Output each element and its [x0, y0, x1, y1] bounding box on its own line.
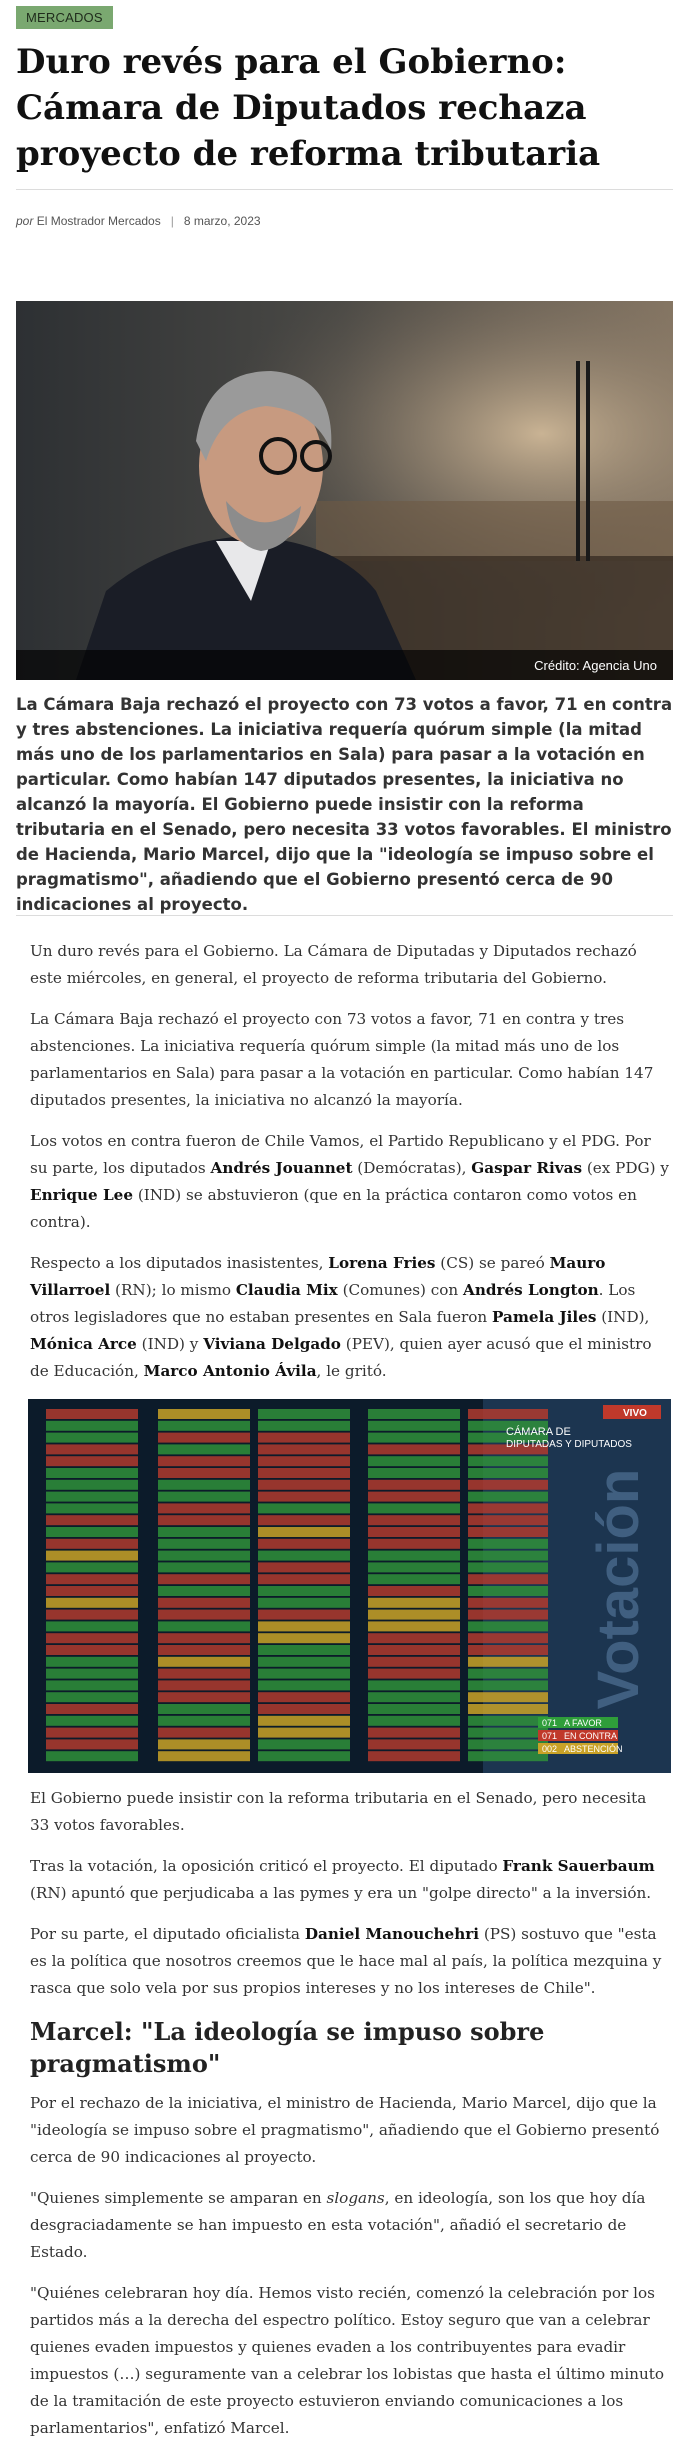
- vote-row: [368, 1444, 460, 1454]
- vote-row: [158, 1692, 250, 1702]
- person-name: Frank Sauerbaum: [502, 1857, 655, 1875]
- vote-row: [258, 1751, 350, 1761]
- vote-row: [158, 1562, 250, 1572]
- vote-row: [46, 1574, 138, 1584]
- vote-row: [468, 1728, 548, 1738]
- vote-row: [368, 1456, 460, 1466]
- byline-separator: |: [170, 214, 174, 228]
- vote-row: [258, 1503, 350, 1513]
- vote-row: [258, 1409, 350, 1419]
- vote-row: [46, 1492, 138, 1502]
- person-name: Andrés Longton: [463, 1281, 599, 1299]
- author-link[interactable]: El Mostrador Mercados: [36, 214, 161, 228]
- vote-row: [368, 1669, 460, 1679]
- vote-row: [468, 1480, 548, 1490]
- person-name: Gaspar Rivas: [471, 1159, 583, 1177]
- paragraph: "Quienes simplemente se amparan en slogans, en ideología, son los que hoy día desgraciadamente se han impuesto en esta votación", añadió el secretario de Estado.: [30, 2189, 646, 2261]
- vote-row: [46, 1657, 138, 1667]
- vote-row: [468, 1657, 548, 1667]
- vote-row: [258, 1551, 350, 1561]
- vote-row: [468, 1539, 548, 1549]
- paragraph: "Quiénes celebraran hoy día. Hemos visto recién, comenzó la celebración por los partidos más a la derecha del espectro político. Estoy seguro que van a celebrar quienes evaden impuestos y quienes evaden a los contribuyentes para evadir impuestos (…) seguramente van a celebrar los lobistas que hasta el último minuto de la tramitación de este proyecto estuvieron enviando comunicaciones a los parlamentarios", enfatizó Marcel.: [30, 2284, 664, 2437]
- vote-row: [46, 1456, 138, 1466]
- vote-board: [28, 1399, 671, 1773]
- vote-row: [158, 1492, 250, 1502]
- vote-row: [158, 1645, 250, 1655]
- chamber-logo-text: CÁMARA DE: [506, 1426, 571, 1438]
- category-tag[interactable]: MERCADOS: [16, 6, 113, 29]
- vote-row: [158, 1539, 250, 1549]
- divider: [16, 189, 673, 190]
- vote-row: [368, 1551, 460, 1561]
- vote-row: [46, 1562, 138, 1572]
- tally-label: ABSTENCIÓN: [564, 1744, 623, 1754]
- paragraph: Por el rechazo de la iniciativa, el ministro de Hacienda, Mario Marcel, dijo que la "ideología se impuso sobre el pragmatismo", añadiendo que el Gobierno presentó cerca de 90 indicaciones al proyecto.: [30, 2094, 660, 2166]
- vote-row: [368, 1586, 460, 1596]
- vote-row: [258, 1492, 350, 1502]
- vote-row: [368, 1527, 460, 1537]
- hero-photo: [16, 301, 673, 680]
- vote-row: [46, 1503, 138, 1513]
- lead-summary: La Cámara Baja rechazó el proyecto con 73 votos a favor, 71 en contra y tres abstenciones. La iniciativa requería quórum simple (la mitad más uno de los parlamentarios en Sala) para pasar a la votación en particular. Como habían 147 diputados presentes, la iniciativa no alcanzó la mayoría. El Gobierno puede insistir con la reforma tributaria en el Senado, pero necesita 33 votos favorables. El ministro de Hacienda, Mario Marcel, dijo que la "ideología se impuso sobre el pragmatismo", añadiendo que el Gobierno presentó cerca de 90 indicaciones al proyecto.: [16, 695, 673, 914]
- vote-row: [468, 1574, 548, 1584]
- divider: [16, 915, 673, 916]
- vote-row: [46, 1421, 138, 1431]
- vote-row: [368, 1515, 460, 1525]
- vote-row: [368, 1503, 460, 1513]
- vote-row: [46, 1645, 138, 1655]
- vote-row: [468, 1492, 548, 1502]
- vote-row: [468, 1515, 548, 1525]
- vote-row: [258, 1645, 350, 1655]
- watermark-text: Votación: [586, 1468, 651, 1710]
- vote-row: [46, 1527, 138, 1537]
- vote-row: [46, 1468, 138, 1478]
- vote-row: [158, 1739, 250, 1749]
- vote-row: [158, 1728, 250, 1738]
- vote-row: [258, 1610, 350, 1620]
- vote-row: [258, 1657, 350, 1667]
- vote-row: [158, 1551, 250, 1561]
- person-name: Mónica Arce: [30, 1335, 137, 1353]
- person-name: Claudia Mix: [235, 1281, 338, 1299]
- vote-row: [46, 1728, 138, 1738]
- vote-row: [46, 1633, 138, 1643]
- article-body: [30, 938, 670, 2456]
- vote-row: [46, 1692, 138, 1702]
- person-name: Mauro Villarroel: [30, 1254, 606, 1299]
- vote-row: [158, 1456, 250, 1466]
- publish-date: 8 marzo, 2023: [183, 214, 261, 228]
- vote-row: [368, 1562, 460, 1572]
- headline: Duro revés para el Gobierno: Cámara de Diputados rechaza proyecto de reforma tributaria: [16, 42, 601, 174]
- tally-label: EN CONTRA: [564, 1731, 618, 1741]
- paragraph: Respecto a los diputados inasistentes, Lorena Fries (CS) se pareó Mauro Villarroel (RN); lo mismo Claudia Mix (Comunes) con Andrés Longton. Los otros legisladores que no estaban presentes en Sala fueron Pamela Jiles (IND), Mónica Arce (IND) y Viviana Delgado (PEV), quien ayer acusó que el ministro de Educación, Marco Antonio Ávila, le gritó.: [30, 1254, 652, 1380]
- vote-row: [158, 1657, 250, 1667]
- paragraph: Tras la votación, la oposición criticó el proyecto. El diputado Frank Sauerbaum (RN) apuntó que perjudicaba a las pymes y era un "golpe directo" a la inversión.: [30, 1857, 655, 1902]
- vote-row: [158, 1421, 250, 1431]
- vote-row: [368, 1716, 460, 1726]
- vote-row: [158, 1680, 250, 1690]
- vote-row: [258, 1421, 350, 1431]
- vote-row: [368, 1692, 460, 1702]
- vote-row: [468, 1527, 548, 1537]
- byline-prefix: por: [16, 214, 34, 228]
- vote-row: [158, 1574, 250, 1584]
- live-label: VIVO: [623, 1408, 647, 1419]
- vote-row: [258, 1539, 350, 1549]
- article-header: [16, 6, 673, 228]
- vote-row: [368, 1633, 460, 1643]
- vote-row: [46, 1444, 138, 1454]
- paragraph: El Gobierno puede insistir con la reforma tributaria en el Senado, pero necesita 33 votos favorables.: [30, 1789, 647, 1834]
- vote-row: [46, 1704, 138, 1714]
- vote-row: [158, 1610, 250, 1620]
- vote-row: [468, 1692, 548, 1702]
- vote-row: [468, 1751, 548, 1761]
- vote-row: [158, 1704, 250, 1714]
- vote-row: [158, 1409, 250, 1419]
- vote-row: [46, 1586, 138, 1596]
- vote-row: [158, 1433, 250, 1443]
- person-name: Enrique Lee: [30, 1186, 134, 1204]
- vote-row: [258, 1680, 350, 1690]
- vote-row: [468, 1409, 548, 1419]
- vote-row: [158, 1633, 250, 1643]
- vote-row: [468, 1621, 548, 1631]
- vote-row: [258, 1562, 350, 1572]
- vote-board-image: [28, 1399, 671, 1773]
- vote-row: [258, 1515, 350, 1525]
- vote-row: [46, 1751, 138, 1761]
- vote-row: [258, 1728, 350, 1738]
- vote-row: [46, 1739, 138, 1749]
- vote-row: [46, 1551, 138, 1561]
- vote-row: [368, 1739, 460, 1749]
- vote-row: [258, 1716, 350, 1726]
- vote-row: [258, 1444, 350, 1454]
- vote-row: [258, 1574, 350, 1584]
- vote-row: [158, 1444, 250, 1454]
- person-name: Marco Antonio Ávila: [143, 1362, 317, 1380]
- vote-row: [158, 1716, 250, 1726]
- vote-row: [468, 1645, 548, 1655]
- vote-row: [158, 1515, 250, 1525]
- tally-label: A FAVOR: [564, 1718, 602, 1728]
- vote-row: [368, 1751, 460, 1761]
- vote-row: [368, 1433, 460, 1443]
- vote-row: [468, 1669, 548, 1679]
- vote-row: [46, 1433, 138, 1443]
- person-name: Lorena Fries: [328, 1254, 436, 1272]
- vote-row: [368, 1480, 460, 1490]
- vote-row: [158, 1586, 250, 1596]
- vote-row: [46, 1515, 138, 1525]
- vote-row: [468, 1562, 548, 1572]
- vote-row: [158, 1527, 250, 1537]
- vote-row: [258, 1704, 350, 1714]
- vote-row: [158, 1751, 250, 1761]
- vote-row: [468, 1704, 548, 1714]
- person-name: Daniel Manouchehri: [304, 1925, 480, 1943]
- vote-row: [468, 1456, 548, 1466]
- vote-row: [258, 1669, 350, 1679]
- section-heading: Marcel: "La ideología se impuso sobre pragmatismo": [30, 2017, 545, 2078]
- vote-row: [468, 1598, 548, 1608]
- paragraph: Un duro revés para el Gobierno. La Cámara de Diputadas y Diputados rechazó este miércoles, en general, el proyecto de reforma tributaria del Gobierno.: [30, 942, 637, 987]
- person-name: Viviana Delgado: [203, 1335, 341, 1353]
- vote-row: [468, 1610, 548, 1620]
- vote-row: [258, 1633, 350, 1643]
- vote-row: [158, 1669, 250, 1679]
- vote-row: [468, 1586, 548, 1596]
- vote-row: [258, 1586, 350, 1596]
- paragraph: La Cámara Baja rechazó el proyecto con 73 votos a favor, 71 en contra y tres abstenciones. La iniciativa requería quórum simple (la mitad más uno de los parlamentarios en Sala) para pasar a la votación en particular. Como habían 147 diputados presentes, la iniciativa no alcanzó la mayoría.: [30, 1010, 654, 1109]
- vote-row: [158, 1468, 250, 1478]
- vote-row: [46, 1680, 138, 1690]
- vote-row: [258, 1692, 350, 1702]
- vote-row: [46, 1610, 138, 1620]
- vote-row: [368, 1539, 460, 1549]
- vote-row: [368, 1621, 460, 1631]
- vote-row: [368, 1728, 460, 1738]
- vote-row: [158, 1621, 250, 1631]
- person-name: Andrés Jouannet: [210, 1159, 353, 1177]
- paragraph: Por su parte, el diputado oficialista Daniel Manouchehri (PS) sostuvo que "esta es la política que nosotros creemos que le hace mal al país, la política mezquina y rasca que solo vela por sus propios intereses y no los intereses de Chile".: [30, 1925, 662, 1997]
- vote-row: [368, 1421, 460, 1431]
- vote-row: [258, 1739, 350, 1749]
- vote-row: [46, 1716, 138, 1726]
- vote-row: [468, 1716, 548, 1726]
- vote-row: [368, 1598, 460, 1608]
- vote-row: [468, 1503, 548, 1513]
- vote-row: [468, 1551, 548, 1561]
- vote-row: [258, 1480, 350, 1490]
- vote-row: [368, 1468, 460, 1478]
- photo-credit: Crédito: Agencia Uno: [534, 658, 657, 673]
- vote-row: [46, 1621, 138, 1631]
- vote-row: [368, 1657, 460, 1667]
- vote-row: [368, 1492, 460, 1502]
- vote-row: [368, 1409, 460, 1419]
- byline: [16, 214, 673, 228]
- person-name: Pamela Jiles: [491, 1308, 597, 1326]
- vote-row: [46, 1539, 138, 1549]
- chamber-logo-text: DIPUTADAS Y DIPUTADOS: [506, 1439, 632, 1450]
- vote-row: [46, 1480, 138, 1490]
- vote-row: [368, 1680, 460, 1690]
- vote-row: [46, 1409, 138, 1419]
- vote-row: [368, 1645, 460, 1655]
- vote-row: [468, 1633, 548, 1643]
- vote-row: [368, 1704, 460, 1714]
- tally-count: 002: [542, 1744, 558, 1754]
- vote-row: [46, 1598, 138, 1608]
- vote-row: [46, 1669, 138, 1679]
- vote-row: [468, 1739, 548, 1749]
- vote-row: [258, 1468, 350, 1478]
- paragraph: Los votos en contra fueron de Chile Vamos, el Partido Republicano y el PDG. Por su parte, los diputados Andrés Jouannet (Demócratas), Gaspar Rivas (ex PDG) y Enrique Lee (IND) se abstuvieron (que en la práctica contaron como votos en contra).: [30, 1132, 670, 1231]
- vote-row: [468, 1468, 548, 1478]
- vote-row: [468, 1680, 548, 1690]
- vote-row: [258, 1598, 350, 1608]
- vote-row: [258, 1621, 350, 1631]
- vote-row: [158, 1598, 250, 1608]
- vote-row: [368, 1610, 460, 1620]
- vote-row: [258, 1433, 350, 1443]
- vote-row: [158, 1503, 250, 1513]
- vote-row: [368, 1574, 460, 1584]
- tally-count: 071: [542, 1731, 558, 1741]
- vote-row: [158, 1480, 250, 1490]
- vote-row: [258, 1527, 350, 1537]
- tally-count: 071: [542, 1718, 558, 1728]
- vote-row: [258, 1456, 350, 1466]
- hero-image: [16, 301, 673, 680]
